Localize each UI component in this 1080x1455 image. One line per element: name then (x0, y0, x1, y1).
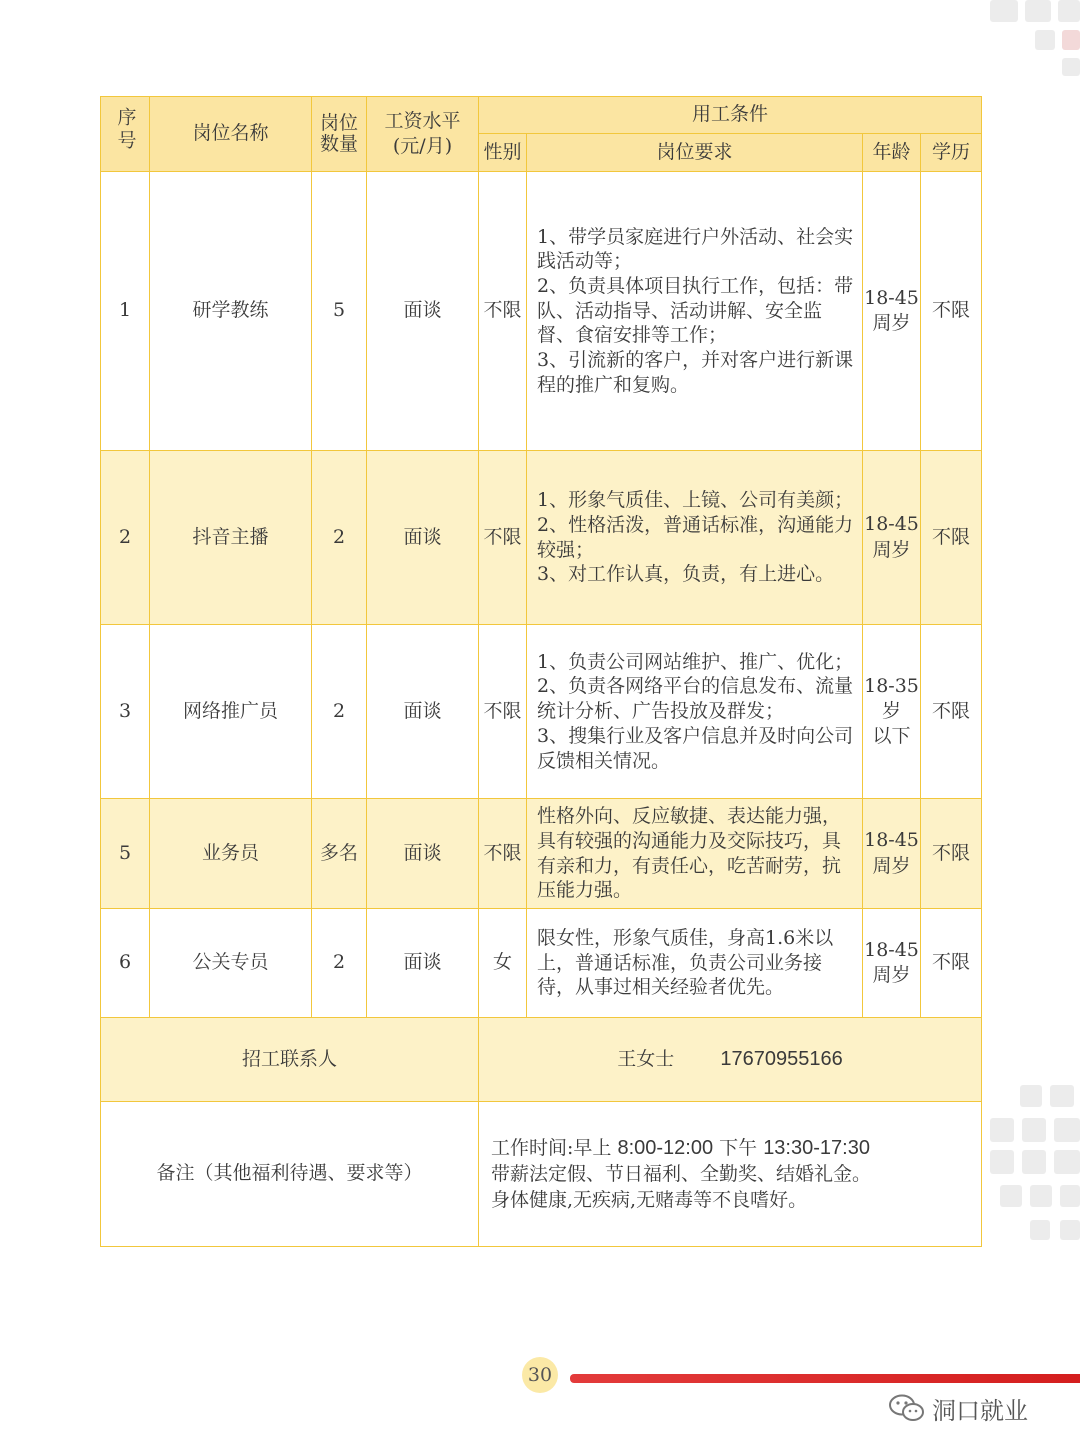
cell-salary: 面谈 (367, 451, 479, 625)
cell-education: 不限 (921, 909, 982, 1018)
contact-value (479, 1018, 982, 1102)
cell-count: 5 (312, 172, 367, 451)
cell-name: 公关专员 (150, 909, 312, 1018)
cell-count: 2 (312, 625, 367, 799)
contact-row (101, 1018, 982, 1102)
cell-education: 不限 (921, 451, 982, 625)
cell-salary: 面谈 (367, 799, 479, 909)
header-conditions: 用工条件 (479, 97, 982, 134)
cell-seq: 6 (101, 909, 150, 1018)
table-row (101, 172, 982, 451)
notes-line-benefits: 带薪法定假、节日福利、全勤奖、结婚礼金。 (491, 1162, 872, 1185)
header-name: 岗位名称 (150, 97, 312, 172)
footer-red-bar (570, 1374, 1080, 1383)
header-education: 学历 (921, 134, 982, 172)
cell-seq: 5 (101, 799, 150, 909)
notes-line-worktime: 工作时间:早上 8:00-12:00 下午 13:30-17:30 (491, 1136, 870, 1159)
header-requirements: 岗位要求 (527, 134, 863, 172)
header-row-1 (101, 97, 982, 134)
cell-gender: 女 (479, 909, 527, 1018)
cell-education: 不限 (921, 799, 982, 909)
cell-age: 18-45 周岁 (863, 799, 921, 909)
cell-gender: 不限 (479, 451, 527, 625)
cell-gender: 不限 (479, 625, 527, 799)
cell-seq: 3 (101, 625, 150, 799)
contact-name: 王女士 (617, 1048, 675, 1071)
cell-salary: 面谈 (367, 909, 479, 1018)
cell-name: 业务员 (150, 799, 312, 909)
table-row (101, 909, 982, 1018)
notes-content (479, 1102, 982, 1247)
table-row (101, 451, 982, 625)
recruitment-table (100, 96, 982, 1247)
cell-education: 不限 (921, 625, 982, 799)
cell-age: 18-45 周岁 (863, 909, 921, 1018)
cell-age: 18-45 周岁 (863, 172, 921, 451)
header-seq: 序号 (101, 97, 150, 172)
header-age: 年龄 (863, 134, 921, 172)
header-salary: 工资水平 (元/月) (367, 97, 479, 172)
notes-label: 备注（其他福利待遇、要求等） (101, 1102, 479, 1247)
cell-education: 不限 (921, 172, 982, 451)
cell-seq: 1 (101, 172, 150, 451)
cell-age: 18-45 周岁 (863, 451, 921, 625)
watermark-text: 洞口就业 (932, 1396, 1028, 1425)
cell-requirements: 1、带学员家庭进行户外活动、社会实践活动等； 2、负责具体项目执行工作，包括：带队、活动指导、活动讲解、安全监督、食宿安排等工作； 3、引流新的客户，并对客户进行新课程的推广和复购。 (527, 172, 863, 451)
contact-phone: 17670955166 (720, 1048, 843, 1071)
contact-label: 招工联系人 (101, 1018, 479, 1102)
cell-name: 网络推广员 (150, 625, 312, 799)
cell-name: 抖音主播 (150, 451, 312, 625)
notes-line-health: 身体健康,无疾病,无赌毒等不良嗜好。 (491, 1188, 808, 1211)
cell-requirements: 限女性，形象气质佳，身高1.6米以上，普通话标准，负责公司业务接待，从事过相关经验者优先。 (527, 909, 863, 1018)
table-row (101, 625, 982, 799)
table-row (101, 799, 982, 909)
cell-count: 2 (312, 451, 367, 625)
cell-age: 18-35 岁 以下 (863, 625, 921, 799)
header-gender: 性别 (479, 134, 527, 172)
wechat-icon (888, 1393, 926, 1423)
cell-name: 研学教练 (150, 172, 312, 451)
page-number: 30 (522, 1357, 558, 1393)
cell-salary: 面谈 (367, 625, 479, 799)
watermark (888, 1390, 1028, 1426)
cell-seq: 2 (101, 451, 150, 625)
cell-count: 2 (312, 909, 367, 1018)
cell-requirements: 1、形象气质佳、上镜、公司有美颜； 2、性格活泼，普通话标准，沟通能力较强； 3、对工作认真，负责，有上进心。 (527, 451, 863, 625)
cell-salary: 面谈 (367, 172, 479, 451)
header-count: 岗位数量 (312, 97, 367, 172)
cell-requirements: 1、负责公司网站维护、推广、优化； 2、负责各网络平台的信息发布、流量统计分析、广告投放及群发； 3、搜集行业及客户信息并及时向公司反馈相关情况。 (527, 625, 863, 799)
cell-requirements: 性格外向、反应敏捷、表达能力强，具有较强的沟通能力及交际技巧，具有亲和力，有责任心，吃苦耐劳，抗压能力强。 (527, 799, 863, 909)
cell-count: 多名 (312, 799, 367, 909)
cell-gender: 不限 (479, 172, 527, 451)
cell-gender: 不限 (479, 799, 527, 909)
notes-row (101, 1102, 982, 1247)
